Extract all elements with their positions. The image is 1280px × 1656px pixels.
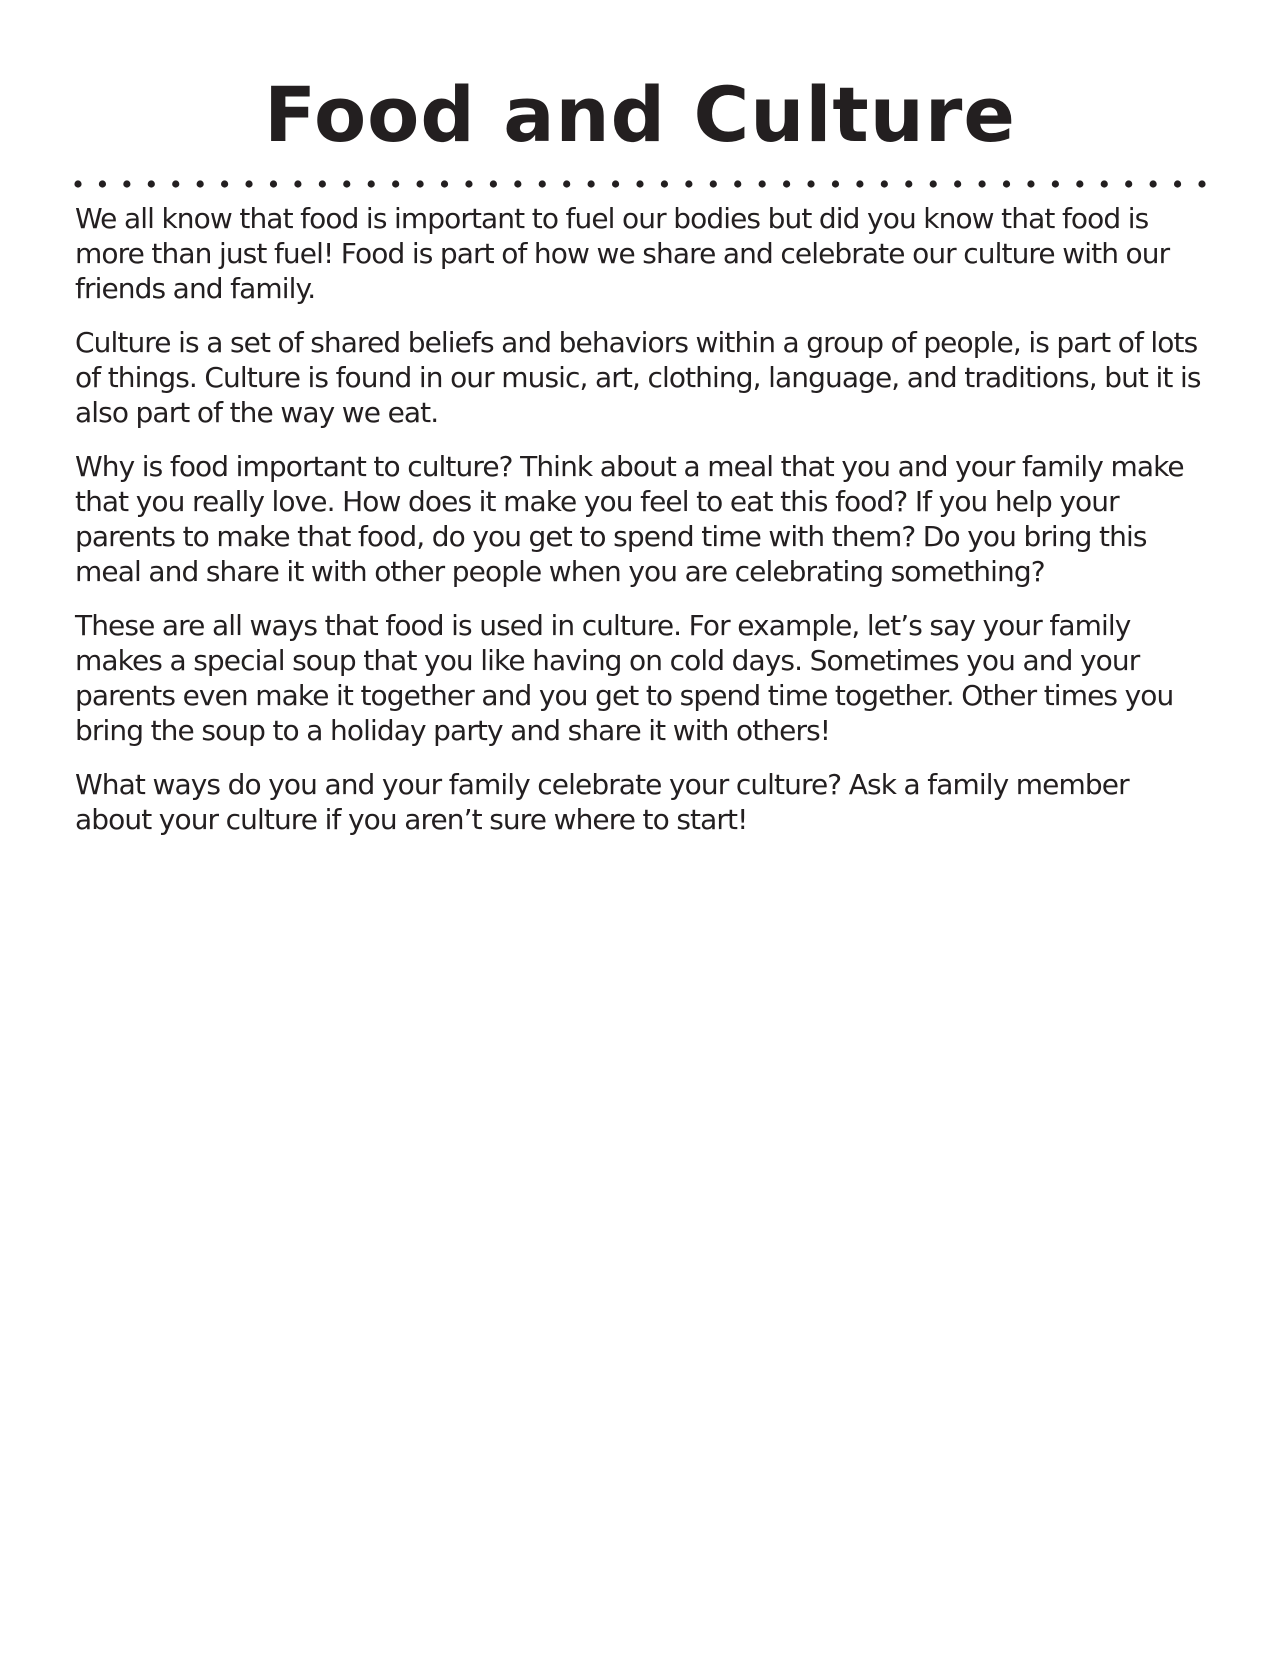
divider-dot — [343, 180, 350, 187]
divider-dot — [245, 180, 252, 187]
divider-dot — [1150, 180, 1157, 187]
paragraph-intro: We all know that food is important to fuel our bodies but did you know that food is more than just fuel! Food is part of how we share and celebrate our culture with our friends and family. — [75, 202, 1170, 305]
divider-dot — [930, 180, 937, 187]
divider-dot — [685, 180, 692, 187]
divider-dot — [441, 180, 448, 187]
divider-dot — [172, 180, 179, 187]
divider-dot — [221, 180, 228, 187]
divider-dot — [148, 180, 155, 187]
divider-dot — [490, 180, 497, 187]
divider-dot — [368, 180, 375, 187]
divider-dot — [807, 180, 814, 187]
divider-dot — [661, 180, 668, 187]
divider-dot — [856, 180, 863, 187]
divider-dot — [416, 180, 423, 187]
paragraph-culture-definition: Culture is a set of shared beliefs and behaviors within a group of people, is part of lots of things. Culture is found in our music, art, clothing, language, and traditions, but it is also part of the way we eat. — [75, 326, 1201, 429]
divider-dot — [734, 180, 741, 187]
divider-dot — [1052, 180, 1059, 187]
page-title: Food and Culture — [264, 70, 1016, 159]
divider-dot — [123, 180, 130, 187]
paragraph-why-food-matters: Why is food important to culture? Think about a meal that you and your family make that you really love. How does it make you feel to eat this food? If you help your parents to make that food, do you get to spend time with them? Do you bring this meal and share it with other people when you are celebrating something? — [75, 450, 1184, 588]
divider-dot — [465, 180, 472, 187]
divider-dot — [612, 180, 619, 187]
divider-dot — [270, 180, 277, 187]
divider-dot — [1101, 180, 1108, 187]
divider-dot — [710, 180, 717, 187]
divider-dot — [514, 180, 521, 187]
divider-dot — [1076, 180, 1083, 187]
divider-dot — [783, 180, 790, 187]
paragraph-example: These are all ways that food is used in culture. For example, let’s say your family makes a special soup that you like having on cold days. Sometimes you and your parents even make it together and you get to spend time together. Other times you bring the soup to a holiday party and share it with others! — [75, 609, 1174, 747]
dotted-divider — [74, 178, 1206, 190]
divider-dot — [636, 180, 643, 187]
paragraph-question: What ways do you and your family celebrate your culture? Ask a family member about your culture if you aren’t sure where to start! — [75, 768, 1129, 836]
divider-dot — [588, 180, 595, 187]
divider-dot — [563, 180, 570, 187]
divider-dot — [954, 180, 961, 187]
divider-dot — [1027, 180, 1034, 187]
divider-dot — [905, 180, 912, 187]
divider-dot — [1003, 180, 1010, 187]
body-text — [75, 201, 1210, 856]
divider-dot — [881, 180, 888, 187]
divider-dot — [74, 180, 81, 187]
divider-dot — [294, 180, 301, 187]
divider-dot — [1174, 180, 1181, 187]
divider-dot — [978, 180, 985, 187]
divider-dot — [1125, 180, 1132, 187]
divider-dot — [99, 180, 106, 187]
divider-dot — [197, 180, 204, 187]
divider-dot — [1198, 180, 1205, 187]
divider-dot — [539, 180, 546, 187]
divider-dot — [759, 180, 766, 187]
divider-dot — [832, 180, 839, 187]
divider-dot — [392, 180, 399, 187]
divider-dot — [319, 180, 326, 187]
